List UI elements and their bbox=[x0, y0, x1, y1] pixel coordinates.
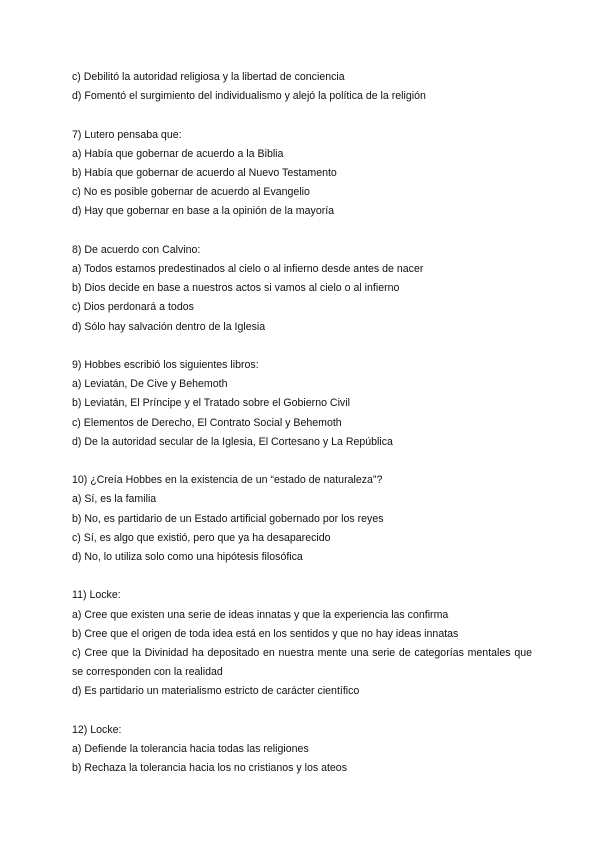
question-text: 9) Hobbes escribió los siguientes libros: bbox=[72, 359, 259, 371]
answer-option: a) Todos estamos predestinados al cielo o al infierno desde antes de nacer bbox=[72, 263, 424, 275]
answer-option: a) Sí, es la familia bbox=[72, 493, 157, 506]
question-text: 10) ¿Creía Hobbes en la existencia de un “estado de naturaleza”? bbox=[72, 474, 383, 487]
answer-option: c) Cree que la Divinidad ha depositado en nuestra mente una serie de categorías mentales que se corresponden con la realidad bbox=[72, 647, 532, 679]
answer-option: a) Cree que existen una serie de ideas innatas y que la experiencia las confirma bbox=[72, 608, 449, 621]
answer-option: d) Hay que gobernar en base a la opinión de la mayoría bbox=[72, 205, 335, 218]
answer-option: d) Es partidario un materialismo estricto de carácter científico bbox=[72, 685, 360, 698]
answer-option: d) Fomentó el surgimiento del individualismo y alejó la política de la religión bbox=[72, 90, 426, 103]
answer-option: b) No, es partidario de un Estado artificial gobernado por los reyes bbox=[72, 512, 384, 525]
answer-option: d) No, lo utiliza solo como una hipótesis filosófica bbox=[72, 551, 303, 564]
answer-option: c) Sí, es algo que existió, pero que ya ha desaparecido bbox=[72, 531, 331, 544]
answer-option: c) Elementos de Derecho, El Contrato Social y Behemoth bbox=[72, 416, 342, 429]
document-content bbox=[72, 68, 532, 778]
answer-option: a) Defiende la tolerancia hacia todas las religiones bbox=[72, 743, 309, 756]
question-text: 12) Locke: bbox=[72, 723, 122, 736]
answer-option: c) No es posible gobernar de acuerdo al Evangelio bbox=[72, 186, 310, 199]
answer-option: a) Leviatán, De Cive y Behemoth bbox=[72, 378, 228, 391]
answer-option: b) Leviatán, El Príncipe y el Tratado sobre el Gobierno Civil bbox=[72, 397, 350, 410]
answer-option: c) Dios perdonará a todos bbox=[72, 301, 194, 314]
answer-option: b) Rechaza la tolerancia hacia los no cristianos y los ateos bbox=[72, 762, 347, 775]
question-text: 8) De acuerdo con Calvino: bbox=[72, 243, 201, 256]
answer-option: a) Había que gobernar de acuerdo a la Biblia bbox=[72, 147, 284, 160]
answer-option: d) De la autoridad secular de la Iglesia, El Cortesano y La República bbox=[72, 435, 393, 448]
question-text: 11) Locke: bbox=[72, 589, 121, 602]
answer-option: b) Dios decide en base a nuestros actos si vamos al cielo o al infierno bbox=[72, 282, 400, 295]
answer-option: b) Cree que el origen de toda idea está en los sentidos y que no hay ideas innatas bbox=[72, 627, 459, 640]
answer-option: d) Sólo hay salvación dentro de la Iglesia bbox=[72, 320, 266, 333]
question-text: 7) Lutero pensaba que: bbox=[72, 128, 182, 141]
answer-option: c) Debilitó la autoridad religiosa y la libertad de conciencia bbox=[72, 71, 345, 83]
answer-option: b) Había que gobernar de acuerdo al Nuevo Testamento bbox=[72, 167, 337, 179]
